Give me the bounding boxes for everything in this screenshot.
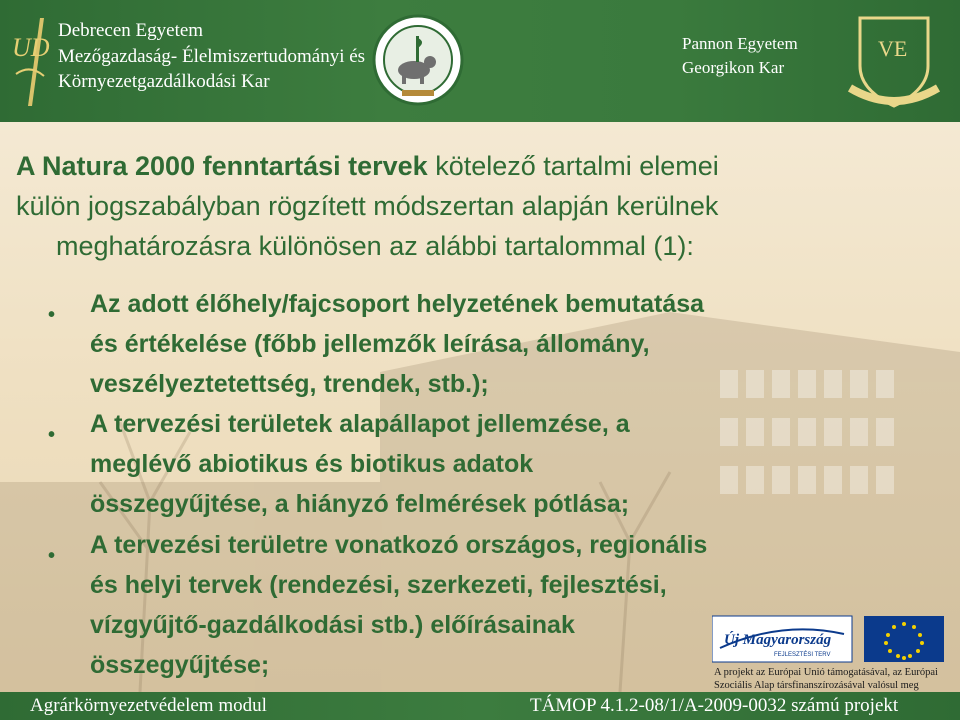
intro-line-1-rest: kötelező tartalmi elemei (427, 151, 719, 181)
logo-letters: UD (12, 33, 50, 62)
pannon-crest-icon (846, 10, 942, 114)
intro-line-2: külön jogszabályban rögzített módszertan alapján kerülnek (16, 191, 719, 221)
bullet-2-line-2: meglévő abiotikus és biotikus adatok (90, 450, 534, 478)
debrecen-university-logo (10, 14, 52, 110)
bullet-1-line-1: Az adott élőhely/fajcsoport helyzetének bemutatása (90, 290, 705, 318)
pannon-line-1: Pannon Egyetem (682, 34, 798, 53)
bullet-2-line-3: összegyűjtése, a hiányzó felmérések pótlása; (90, 490, 630, 518)
bullet-dot: • (48, 545, 56, 567)
intro-paragraph (16, 146, 896, 266)
bullet-item-2 (48, 404, 898, 524)
bullet-2-line-1: A tervezési területek alapállapot jellemzése, a (90, 410, 630, 438)
bullet-3-line-3: vízgyűjtő-gazdálkodási stb.) előírásainak (90, 611, 575, 639)
eu-note-line-2: Szociális Alap társfinanszírozásával valósul meg (714, 680, 919, 691)
eu-note-line-1: A projekt az Európai Unió támogatásával, az Európai (714, 667, 938, 678)
header-line-2: Mezőgazdaság- Élelmiszertudományi és (58, 46, 366, 67)
footer-module-name: Agrárkörnyezetvédelem modul (30, 695, 267, 716)
crest-letters: VE (878, 36, 908, 61)
eu-funding-note (714, 666, 954, 692)
bullet-item-1 (48, 284, 898, 404)
fejlesztesi-terv-text: FEJLESZTÉSI TERV (774, 652, 831, 658)
footer-project-id: TÁMOP 4.1.2-08/1/A-2009-0032 számú projekt (530, 695, 899, 716)
uj-magyarorszag-logo-text: Új Magyarország (724, 632, 832, 648)
bullet-1-line-3: veszélyeztetettség, trendek, stb.); (90, 370, 489, 398)
header-banner (0, 0, 960, 122)
bullet-3-line-2: és helyi tervek (rendezési, szerkezeti, fejlesztési, (90, 571, 667, 599)
bullet-dot: • (48, 424, 56, 446)
bullet-1-line-2: és értékelése (főbb jellemzők leírása, állomány, (90, 330, 650, 358)
intro-line-3: meghatározásra különösen az alábbi tartalommal (1): (56, 231, 694, 261)
bullet-3-line-4: összegyűjtése; (90, 651, 270, 679)
eu-logos (712, 614, 948, 664)
header-line-3: Környezetgazdálkodási Kar (58, 71, 270, 92)
faculty-seal-icon (372, 14, 464, 106)
bullet-3-line-1: A tervezési területre vonatkozó országos, regionális (90, 531, 708, 559)
bullet-dot: • (48, 304, 56, 326)
header-line-1: Debrecen Egyetem (58, 20, 204, 41)
intro-bold-lead: A Natura 2000 fenntartási tervek (16, 151, 428, 181)
footer-bar (0, 692, 960, 720)
pannon-line-2: Georgikon Kar (682, 58, 785, 77)
